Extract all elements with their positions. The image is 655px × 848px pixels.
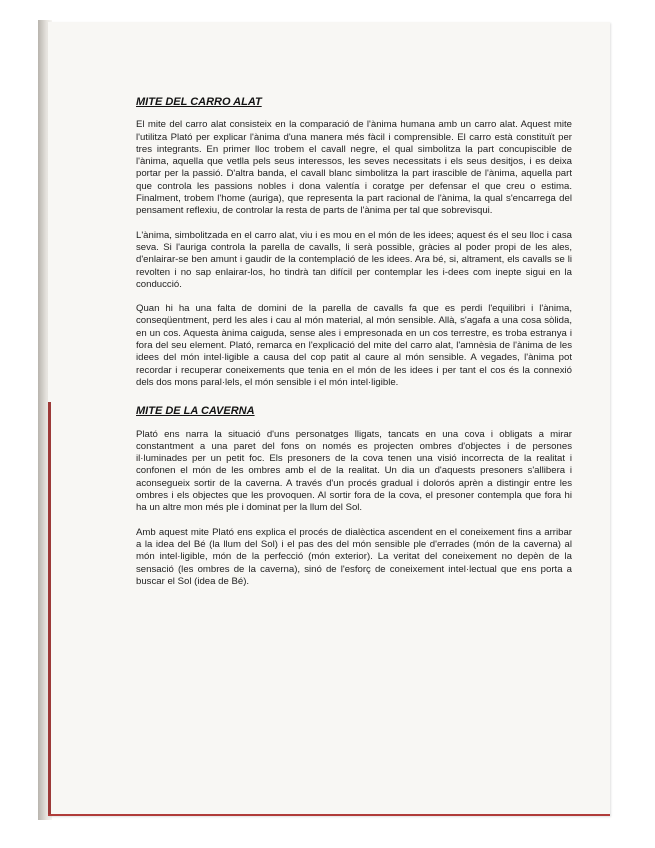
- red-folder-edge: [48, 402, 51, 816]
- paragraph: Plató ens narra la situació d'uns personatges lligats, tancats en una cova i obligats a mirar constantment a una paret del fons on només es projecten ombres d'objectes i de persones il·luminades per un petit foc. Els presoners de la cova tenen una visió incorrecta de la realitat i confonen el món de les ombres amb el de la realitat. Un dia un d'aquests presoners s'allibera i aconsegueix sortir de la caverna. A través d'un procés gradual i dolorós aprèn a distingir entre les ombres i els objectes que les provoquen. Al sortir fora de la cova, el presoner contempla que fora hi ha un altre mon més ple i dominat per la llum del Sol.: [136, 428, 572, 514]
- paragraph: El mite del carro alat consisteix en la comparació de l'ànima humana amb un carro alat. Aquest mite l'utilitza Plató per explicar l'ànima d'una manera més fàcil i comprensible. El carro està constituït per tres integrants. En primer lloc trobem el cavall negre, el qual simbolitza la part concupiscible de l'ànima, aquella que vetlla pels seus interessos, les seves necessitats i els seus desitjos, i es deixa portar per la passió. D'altra banda, el cavall blanc simbolitza la part irascible de l'ànima, aquella part que controla les passions nobles i dona valentía i coratge per defensar el que creu o estima. Finalment, trobem l'home (auriga), que representa la part racional de l'ànima, la qual s'encarrega del pensament reflexiu, de controlar la resta de parts de l'ànima per tal que sobrevisqui.: [136, 119, 572, 217]
- paper-sheet: [48, 22, 610, 816]
- red-folder-bottom-edge: [48, 814, 610, 816]
- section-heading: MITE DEL CARRO ALAT: [136, 96, 262, 108]
- paragraph: Amb aquest mite Plató ens explica el procés de dialèctica ascendent en el coneixement fins a arribar a la idea del Bé (la llum del Sol) i el pas des del món sensible ple d'errades (món de la caverna) al món intel·ligible, món de la perfecció (món exterior). La veritat del coneixement no depèn de la sensació (les ombres de la caverna), sinó de l'esforç de coneixement intel·lectual que ens porta a buscar el Sol (idea de Bé).: [136, 526, 572, 587]
- section-caverna: [136, 405, 572, 588]
- section-heading: MITE DE LA CAVERNA: [136, 405, 255, 418]
- document-body: [136, 96, 572, 600]
- paragraph: Quan hi ha una falta de domini de la parella de cavalls fa que es perdi l'equilibri i l'ànima, conseqüentment, perd les ales i cau al món material, al món sensible. Allà, s'agafa a una cosa sòlida, en un cos. Aquesta ànima caiguda, sense ales i empresonada en un cos terrestre, es troba estranya i fora del seu element. Plató, remarca en l'explicació del mite del carro alat, l'amnèsia de l'ànima de les idees del món intel·ligible a causa del cop patit al caure al món sensible. A vegades, l'ànima pot recordar i recuperar coneixements que tenia en el món de les idees i per tant el cos és la connexió dels dos mons paral·lels, el món sensible i el món intel·ligible.: [136, 303, 572, 388]
- paragraph: L'ànima, simbolitzada en el carro alat, viu i es mou en el món de les idees; aquest és el seu lloc i casa seva. Si l'auriga controla la parella de cavalls, li serà possible, gràcies al poder propi de les ales, d'enlairar-se ben amunt i gaudir de la contemplació de les idees. Ara bé, si, altrament, els cavalls se li revolten i no sap enlairar-los, ho tindrà tan difícil per contemplar les i-dees com inepte sigui en la conducció.: [136, 229, 572, 290]
- section-carro-alat: [136, 96, 572, 389]
